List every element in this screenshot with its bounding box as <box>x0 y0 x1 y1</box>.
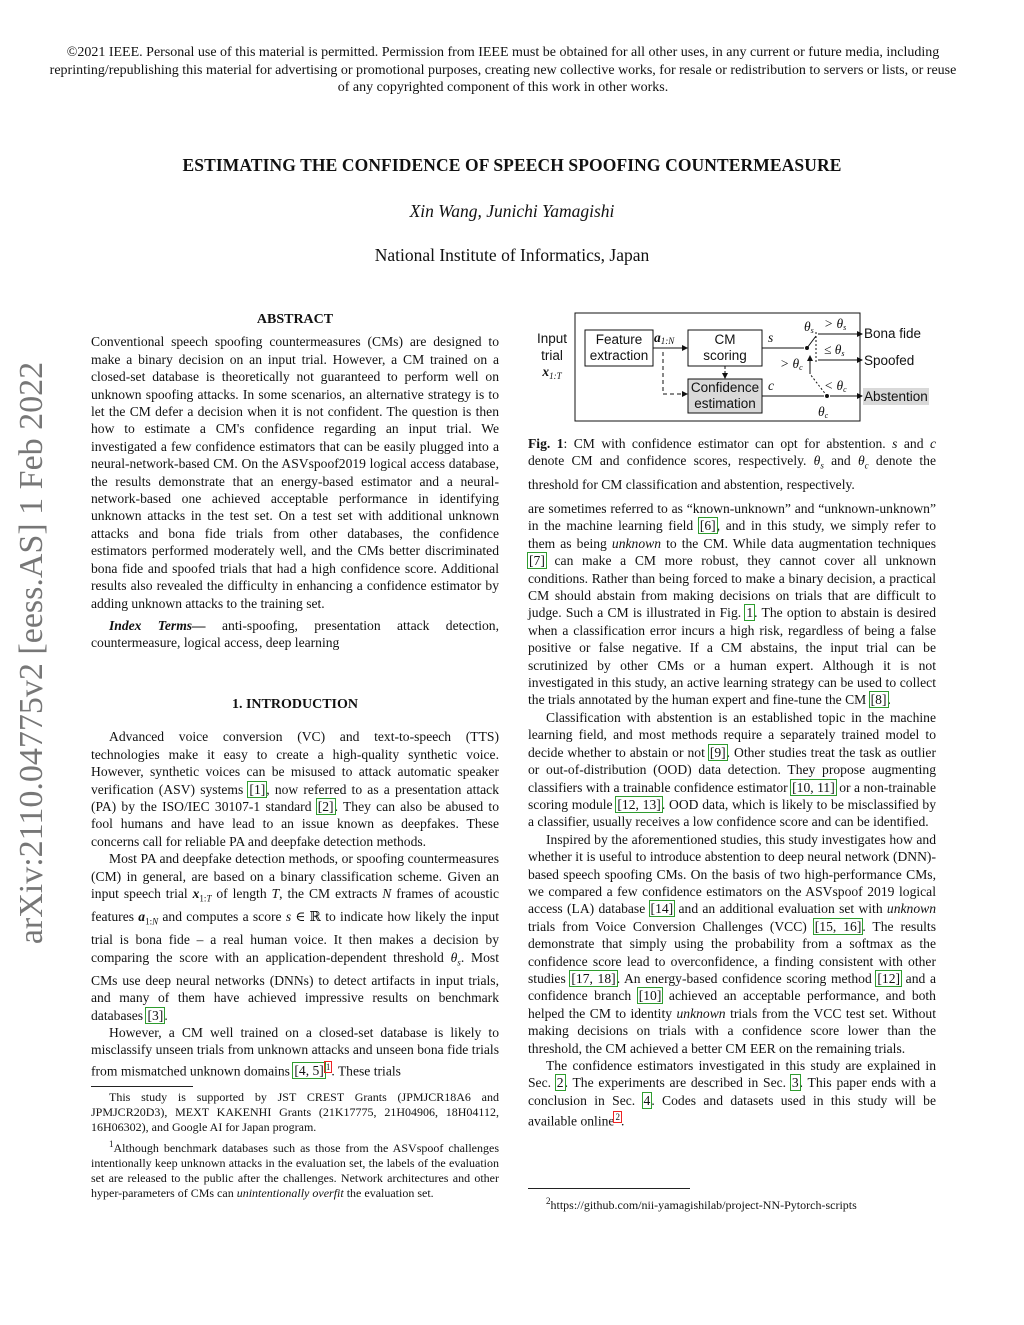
paper-title: ESTIMATING THE CONFIDENCE OF SPEECH SPOOFING COUNTERMEASURE <box>182 155 842 175</box>
figure-1-diagram <box>528 312 938 430</box>
citation-link[interactable]: [10, 11] <box>792 779 835 795</box>
confidence-estimation-label-2: estimation <box>694 396 756 411</box>
right-paragraph-3: Inspired by the aforementioned studies, this study investigates how and whether it is useful to introduce abstention to deep neural network (DNN)-based speech spoofing CMs. On the basis of two high-performance CMs, we compared a few confidence estimators on the ASVspoof 2019 logical access (LA) database [14] and an additional evaluation set with unknown trials from Voice Conversion Challenges (VCC) [15, 16]. The results demonstrate that simply using the probability from a softmax as the confidence score lead to overconfidence, a finding consistent with other studies [17, 18]. An energy-based confidence scoring method [12] and a confidence branch [10] achieved an acceptable performance, and both helped the CM to identity unknown trials from the VCC test set. Without making decisions on trials with a confidence score lower than the threshold, the CM achieved a better CM EER on the remaining trials. <box>528 831 936 1056</box>
paper-affiliation: National Institute of Informatics, Japan <box>374 245 650 265</box>
paper-authors: Xin Wang, Junichi Yamagishi <box>409 201 615 221</box>
intro-paragraph-2: Most PA and deepfake detection methods, or spoofing countermeasures (CM) in general, are based on a binary classification scheme. Given an input speech trial $x_{1:T}$ of length T, the CM extracts N frames of acoustic features $a_{1:N}$ and computes a score s ∈ ℝ to indicate how likely the input trial is bona fide – a real human voice. It then makes a decision by comparing the score with an application-dependent threshold $\theta_s$. Most CMs use deep neural networks (DNNs) to detect artifacts in input trials, and many of them have achieved impressive results on benchmark databases [3]. <box>91 851 500 1023</box>
right-column-body <box>528 500 936 1130</box>
score-s-label: s <box>768 330 774 345</box>
output-bona-fide: Bona fide <box>864 326 922 341</box>
cm-scoring-label: CM <box>714 332 736 347</box>
introduction-section <box>91 696 499 1080</box>
input-label: Input <box>536 331 568 346</box>
right-paragraph-4: The confidence estimators investigated in this study are explained in Sec. 2. The experiments are described in Sec. 3. This paper ends with a conclusion in Sec. 4. Codes and datasets used in this study will be available online$^2$. <box>528 1058 936 1129</box>
intro-paragraph-3: However, a CM well trained on a closed-set database is likely to misclassify unseen trials from unknown attacks and unseen bona fide trials from mismatched unknown domains [4, 5] $^1$. These trials <box>91 1025 499 1079</box>
section-link[interactable]: 3 <box>791 1075 799 1091</box>
gt-theta-c-label: > θc <box>780 356 803 372</box>
gt-theta-s-label: > θs <box>824 316 847 332</box>
footnote-rule <box>91 1086 193 1087</box>
citation-link[interactable]: [15, 16] <box>814 918 862 934</box>
citation-link[interactable]: [3] <box>147 1007 164 1023</box>
index-terms-label: Index Terms— <box>109 617 206 633</box>
right-paragraph-1: are sometimes referred to as “known-unknown” and “unknown-unknown” in the machine learning field [6], and in this study, we simply refer to them as being unknown to the CM. While data augmentation techniques [7] can make a CM more robust, they cannot cover all unknown conditions. Rather than being forced to make a binary decision, a practical CM should abstain from making decisions on trials that are difficult to judge. Such a CM is illustrated in Fig. 1. The option to abstain is desired when a classification error incurs a high risk, regardless of being a false positive or false negative. If a CM abstains, the input trial can be scrutinized by other CMs or a human expert. Although it is not investigated in this study, an active learning strategy can be used to collect the trials annotated by the human expert and fine-tune the CM [8]. <box>528 501 937 708</box>
citation-link[interactable]: [10] <box>638 988 662 1004</box>
section-link[interactable]: 4 <box>643 1092 651 1108</box>
citation-link[interactable]: [6] <box>699 518 716 534</box>
footnote-rule-right <box>528 1188 690 1189</box>
citation-link[interactable]: [2] <box>317 799 334 815</box>
output-abstention: Abstention <box>864 389 928 404</box>
citation-link[interactable]: [8] <box>870 692 887 708</box>
theta-c-switch-label: θc <box>818 404 829 420</box>
feature-extraction-label-2: extraction <box>589 348 649 363</box>
footnote-1: $^1$Although benchmark databases such as those from the ASVspoof challenges intentionally keep unknown attacks in the evaluation set, the labels of the evaluation set are released to the public after the challenges. Network architectures and other hyper-parameters of CMs can unintentionally overfit the evaluation set. <box>91 1139 499 1200</box>
citation-link[interactable]: [12] <box>877 970 901 986</box>
abstract-text: Conventional speech spoofing countermeasures (CMs) are designed to make a binary decision on an input trial. However, a CM trained on a closed-set database is theoretically not guaranteed to perform well on unknown spoofing attacks. In some scenarios, an alternative strategy is to let the CM defer a decision when it is not confident. The question is then how to estimate a CM's confidence regarding an input trial. We investigated a few confidence estimators that can be easily plugged into a neural-network-based CM. On the ASVspoof2019 logical access database, the results demonstrate that an energy-based estimator and a neural-network-based one achieved acceptable performance in identifying unknown attacks in the test set. On a test set with additional unknown attacks and bona fide trials from other databases, the confidence estimators performed moderately well, and the CMs better discriminated bona fide and spoofed trials that had a high confidence score. Additional results also revealed the difficulty in enhancing a confidence estimator by adding unknown attacks to the training set. <box>91 334 499 611</box>
citation-link[interactable]: [17, 18] <box>571 970 616 986</box>
figure-1-caption: Fig. 1: CM with confidence estimator can opt for abstention. s and c denote CM and confidence scores, respectively. $\theta_s$ and $\theta_c$ denote the threshold for CM classification and abstention, respectively. <box>528 436 936 492</box>
index-terms-text: anti-spoofing, presentation attack detection, countermeasure, logical access, deep learning <box>91 617 499 651</box>
abstract-heading: ABSTRACT <box>256 312 334 327</box>
lt-theta-c-label: < θc <box>824 378 847 394</box>
output-spoofed: Spoofed <box>864 353 915 368</box>
intro-paragraph-1: Advanced voice conversion (VC) and text-to-speech (TTS) technologies make it easy to create a high-quality synthetic voice. However, synthetic voices can be misused to attack automatic speaker verification (ASV) systems [1], now referred to as a presentation attack (PA) by the ISO/IEC 30107-1 standard [2]. They can also be abused to fool humans and have lead to an issue known as deepfakes. These concerns call for reliable PA and deepfake detection methods. <box>91 729 499 849</box>
confidence-estimation-label: Confidence <box>690 380 760 395</box>
citation-link[interactable]: [12, 13] <box>617 796 661 812</box>
copyright-notice: ©2021 IEEE. Personal use of this material is permitted. Permission from IEEE must be obtained for all other uses, in any current or future media, including reprinting/republishing this material for advertising or promotional purposes, creating new collective works, for resale or redistribution to servers or lists, or reuse of any copyrighted component of this work in other works. <box>49 45 957 95</box>
theta-s-switch-label: θs <box>804 319 814 335</box>
input-variable: $x_{1:T}$ <box>542 364 562 381</box>
arxiv-stamp <box>4 353 60 953</box>
score-c-label: c <box>768 378 774 393</box>
le-theta-s-label: ≤ θs <box>824 342 845 358</box>
figure-caption-label: Fig. 1 <box>528 436 564 451</box>
feature-variable: a1:N <box>654 330 675 346</box>
funding-footnote: This study is supported by JST CREST Grants (JPMJCR18A6 and JPMJCR20D3), MEXT KAKENHI Grants (21K17775, 21H04906, 18H04112, 16H06302), and Google AI for Japan program. <box>91 1090 499 1134</box>
left-footnotes <box>91 1090 499 1201</box>
arxiv-stamp-text: arXiv:2110.04775v2 [eess.AS] 1 Feb 2022 <box>13 361 50 945</box>
introduction-heading: 1. INTRODUCTION <box>231 697 358 712</box>
figure-1-svg <box>528 312 938 430</box>
right-paragraph-2: Classification with abstention is an established topic in the machine learning field, and most methods require a separately trained model to decide whether to abstain or not [9]. Other studies treat the task as outlier or out-of-distribution (OOD) data detection. They propose augmenting classifiers with a trainable confidence estimator [10, 11] or a non-trainable scoring module [12, 13]. OOD data, which is likely to be misclassified by a classifier, usually receives a low confidence score and can be identified. <box>528 709 936 830</box>
input-label-2: trial <box>541 348 563 363</box>
feature-extraction-label: Feature <box>595 332 643 347</box>
abstract-section <box>91 311 499 652</box>
section-link[interactable]: 2 <box>556 1075 564 1091</box>
citation-link[interactable]: [1] <box>249 781 266 797</box>
citation-link[interactable]: [14] <box>650 901 674 917</box>
footnote-ref[interactable]: 2 <box>615 1112 620 1123</box>
index-terms <box>91 617 499 652</box>
citation-link[interactable]: [7] <box>529 553 545 569</box>
footnote-2: $^2$https://github.com/nii-yamagishilab/project-NN-Pytorch-scripts <box>546 1196 857 1212</box>
footnote-ref[interactable]: 1 <box>325 1061 331 1072</box>
citation-link[interactable]: [4, 5] <box>294 1063 324 1079</box>
cm-scoring-label-2: scoring <box>703 348 747 363</box>
citation-link[interactable]: [9] <box>709 744 726 760</box>
figure-link[interactable]: 1 <box>746 605 754 621</box>
